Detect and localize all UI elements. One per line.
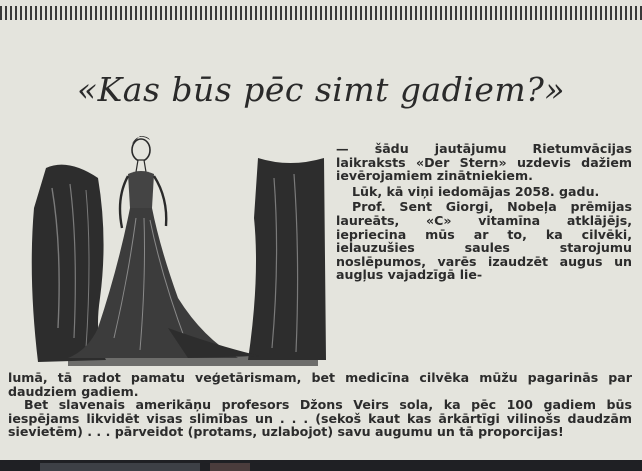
top-decorative-rule (0, 6, 642, 20)
paragraph-weir: Bet slavenais amerikāņu profesors Džons Veirs sola, ka pēc 100 gadiem būs iespējams likvidēt visas slimības un . . . (sekoš kaut kas ārkārtīgi vilinošs daudzām sievietēm) . . . pārveidot (protams, uzlabojot) savu augumu un tā proporcijas! (8, 397, 632, 440)
woman-in-gown-illustration (28, 128, 328, 368)
taskbar-item[interactable] (40, 463, 200, 471)
article-title: «Kas būs pēc simt gadiem?» (76, 70, 566, 109)
taskbar-item[interactable] (210, 463, 250, 471)
taskbar-strip (0, 460, 642, 471)
article-column-right (336, 142, 632, 284)
paragraph-year: Lūk, kā viņi iedomājas 2058. gadu. (352, 183, 600, 199)
paragraph-intro: — šādu jautājumu Rietumvācijas laikraksts «Der Stern» uzdevis dažiem ievērojamiem zinātniekiem. (336, 141, 632, 184)
paragraph-szent-gyorgyi: Prof. Sent Giorgi, Nobeļa prēmijas laureāts, «C» vitamīna atklājējs, iepriecina mūs ar to, ka cilvēki, ielauzušies saules starojumu noslēpumos, varēs izaudzēt augus un augļus vajadzīgā lie- (336, 199, 632, 283)
article-bottom-text (8, 371, 632, 439)
paragraph-continuation: lumā, tā radot pamatu veģetārismam, bet medicīna cilvēka mūžu pagarinās par daudziem gadiem. (8, 370, 632, 399)
